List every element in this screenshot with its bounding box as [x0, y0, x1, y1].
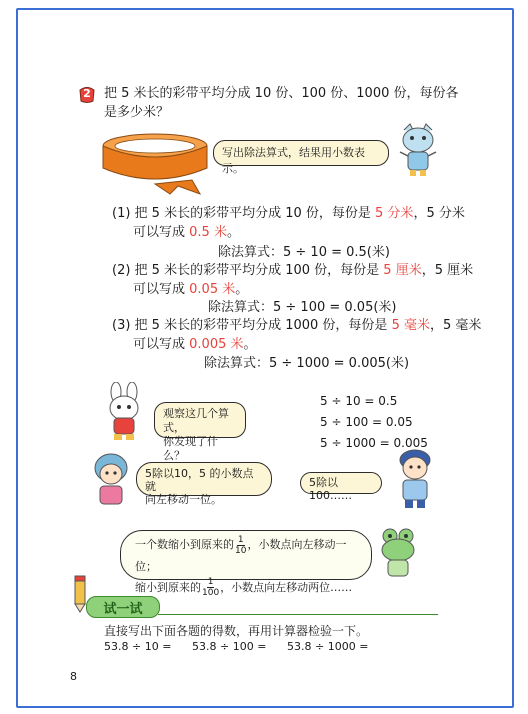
girl-character-icon: [90, 452, 132, 508]
problem-number: 2: [83, 87, 91, 100]
part-2-line-2: [133, 281, 248, 299]
rabbit-character-icon: [100, 382, 150, 442]
part-text: 。: [226, 225, 240, 240]
part-1-equation: 除法算式：5 ÷ 10 = 0.5(米): [218, 245, 390, 260]
answer-red: 5 毫米: [387, 318, 430, 333]
ribbon-illustration: [100, 124, 210, 196]
hint-bubble-text: 写出除法算式，结果用小数表示。: [222, 146, 365, 175]
part-2-equation: 除法算式：5 ÷ 100 = 0.05(米): [208, 300, 397, 315]
fraction-denominator: 10: [235, 545, 247, 556]
try-section-divider: [158, 614, 438, 615]
exercise-item: 53.8 ÷ 10 =: [104, 640, 172, 653]
summary-text: ，小数点向左移动一位；: [135, 538, 347, 573]
answer-red: 0.05 米: [185, 282, 236, 297]
part-3-line-1: [112, 317, 481, 335]
part-text: ，5 毫米: [429, 318, 482, 333]
problem-number-badge: [78, 86, 96, 104]
answer-red: 0.005 米: [185, 337, 244, 352]
summary-text: ，小数点向左移动两位……: [220, 580, 353, 594]
part-text: 可以写成: [133, 337, 186, 352]
problem-line-2: 是多少米？: [104, 105, 170, 120]
try-instruction: 直接写出下面各题的得数，再用计算器检验一下。: [104, 624, 369, 638]
equation-item: 5 ÷ 1000 = 0.005: [320, 436, 428, 450]
fraction-numerator: 1: [237, 534, 244, 545]
exercise-item: 53.8 ÷ 1000 =: [287, 640, 369, 653]
answer-red: 5 厘米: [379, 263, 422, 278]
fraction-1-10: [235, 535, 246, 556]
answer-red: 5 分米: [370, 206, 414, 221]
part-text: (1) 把 5 米长的彩带平均分成 10 份，每份是: [112, 206, 371, 221]
observe-bubble: [154, 402, 246, 462]
part-text: ，5 厘米: [421, 263, 474, 278]
bubble-right-text: 5除以100……: [309, 476, 352, 502]
exercise-item: 53.8 ÷ 100 =: [192, 640, 267, 653]
summary-text: 缩小到原来的: [135, 580, 201, 594]
fraction-1-100: [202, 577, 219, 598]
part-2-line-1: [112, 262, 473, 280]
bubble-right: [300, 472, 382, 502]
part-text: (2) 把 5 米长的彩带平均分成 100 份，每份是: [112, 263, 380, 278]
part-text: (3) 把 5 米长的彩带平均分成 1000 份，每份是: [112, 318, 388, 333]
summary-line-1: [135, 534, 357, 577]
hint-bubble: [213, 140, 389, 175]
part-text: 可以写成: [133, 225, 186, 240]
observe-line-2: 你发现了什么？: [163, 435, 218, 462]
equation-item: 5 ÷ 10 = 0.5: [320, 394, 398, 408]
part-1-line-1: [112, 205, 465, 223]
summary-bubble: [120, 530, 372, 598]
summary-text: 一个数缩小到原来的: [135, 538, 234, 551]
problem-line-1: 把 5 米长的彩带平均分成 10 份、100 份、1000 份，每份各: [104, 86, 459, 101]
equations-list: [320, 391, 428, 454]
bubble-left-line-1: 5除以10，5 的小数点就: [145, 467, 254, 493]
part-text: 。: [243, 337, 257, 352]
bubble-left-line-2: 向左移动一位。: [145, 493, 222, 506]
part-text: ，5 分米: [413, 206, 465, 221]
fraction-numerator: 1: [207, 577, 214, 587]
fraction-denominator: 100: [202, 588, 220, 598]
summary-line-2: [135, 577, 357, 599]
bubble-left: [136, 462, 272, 506]
part-3-equation: 除法算式：5 ÷ 1000 = 0.005(米): [204, 356, 410, 371]
try-section-title: [86, 596, 160, 618]
answer-red: 0.5 米: [185, 225, 227, 240]
part-3-line-2: [133, 336, 257, 354]
try-title-text: 试一试: [103, 602, 143, 617]
page-number: 8: [70, 670, 77, 683]
equation-item: 5 ÷ 100 = 0.05: [320, 415, 413, 429]
cat-character-icon: [398, 122, 438, 178]
boy-character-icon: [392, 446, 438, 510]
part-text: 可以写成: [133, 282, 186, 297]
part-text: 。: [235, 282, 249, 297]
part-1-line-2: [133, 224, 240, 242]
frog-character-icon: [376, 526, 420, 582]
observe-line-1: 观察这几个算式，: [163, 407, 229, 434]
